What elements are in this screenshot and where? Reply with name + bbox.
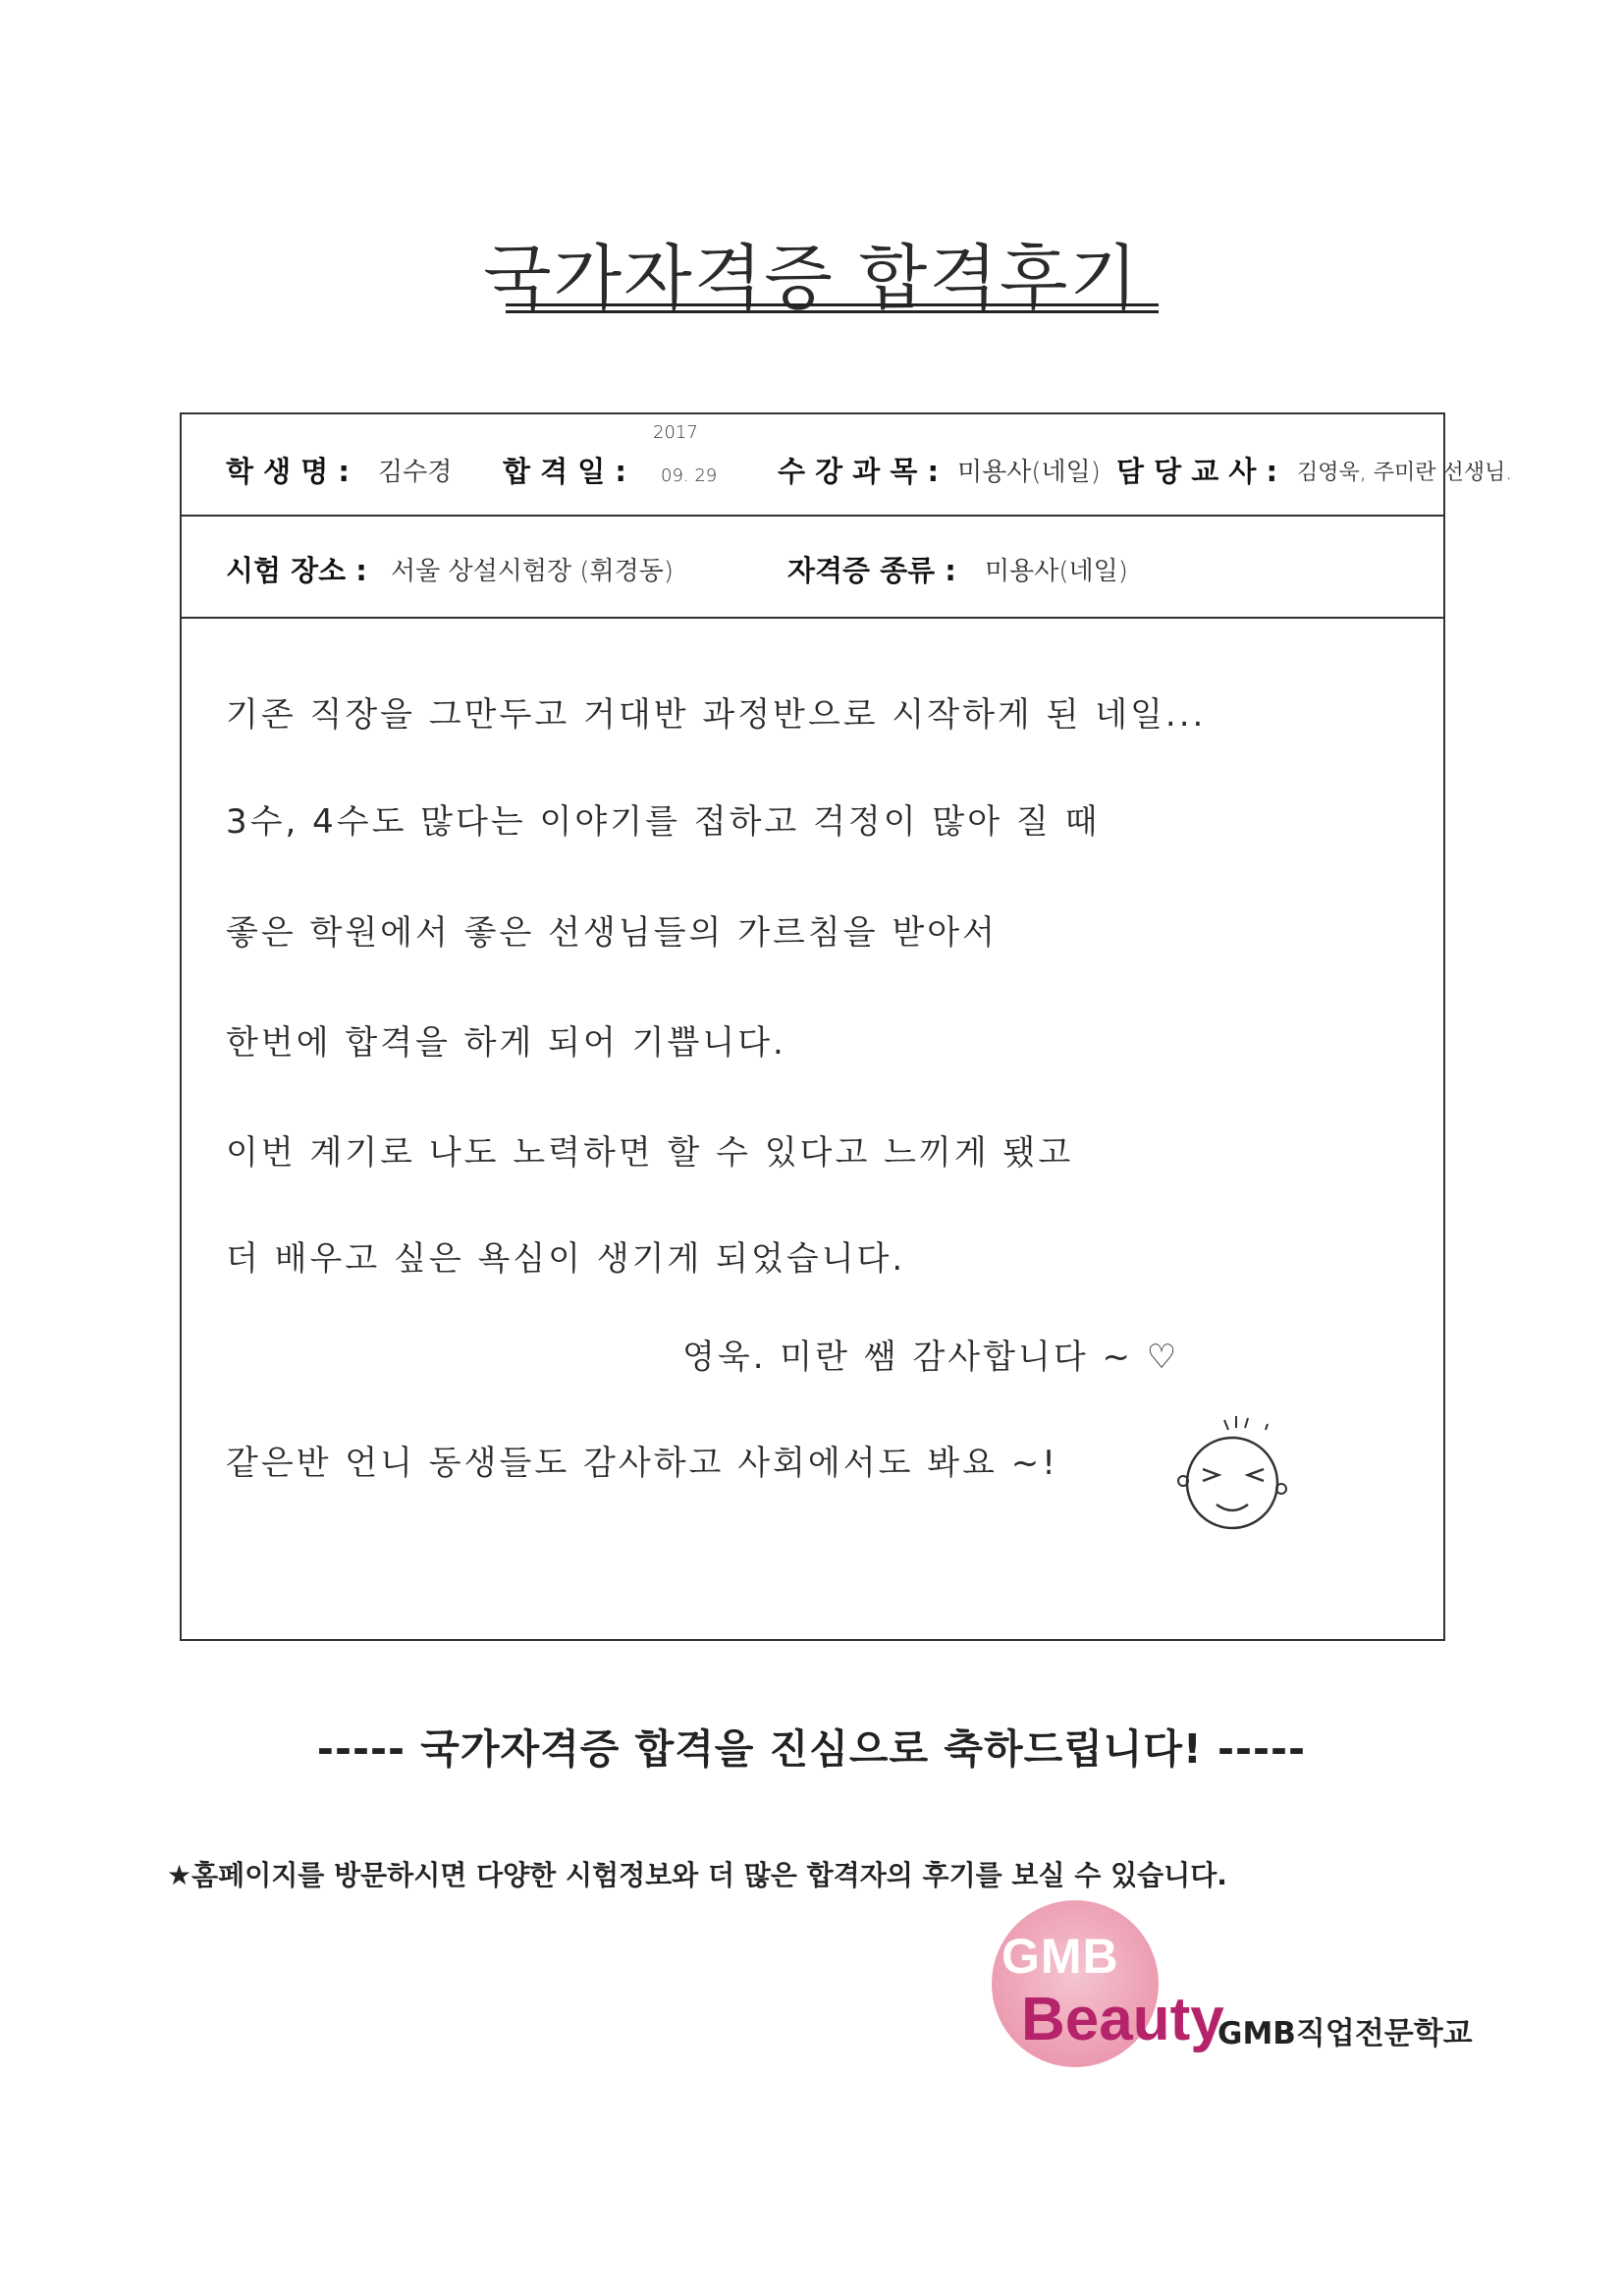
form-row-info xyxy=(182,414,1513,517)
cert-type-label: 자격증 종류 : xyxy=(787,554,956,587)
form-row-exam xyxy=(182,517,1443,619)
review-line: 3수, 4수도 많다는 이야기를 접하고 걱정이 많아 질 때 xyxy=(226,802,1101,842)
teacher-label: 담 당 교 사 : xyxy=(1116,455,1278,488)
course-label: 수 강 과 목 : xyxy=(778,455,940,488)
homepage-notice: ★홈페이지를 방문하시면 다양한 시험정보와 더 많은 합격자의 후기를 보실 수 있습니다. xyxy=(167,1859,1227,1891)
page-title: 국가자격증 합격후기 xyxy=(483,237,1140,319)
student-name-value: 김수경 xyxy=(378,458,453,487)
logo-gmb-text: GMB xyxy=(1001,1929,1119,1984)
school-logo xyxy=(992,1900,1502,2077)
student-name-label: 학 생 명 : xyxy=(226,455,350,488)
cert-type-value: 미용사(네일) xyxy=(985,557,1128,586)
logo-beauty-text: Beauty xyxy=(1021,1986,1224,2053)
congratulations-message: ----- 국가자격증 합격을 진심으로 축하드립니다! ----- xyxy=(316,1725,1307,1773)
venue-value: 서울 상설시험장 (휘경동) xyxy=(391,557,674,586)
review-line: 더 배우고 싶은 욕심이 생기게 되었습니다. xyxy=(226,1239,906,1279)
review-line: 기존 직장을 그만두고 거대반 과정반으로 시작하게 된 네일... xyxy=(226,695,1207,735)
course-value: 미용사(네일) xyxy=(957,458,1101,487)
title-underline-top xyxy=(506,303,1159,306)
review-form xyxy=(180,412,1513,1641)
review-line: 영욱. 미란 쌤 감사합니다 ~ ♡ xyxy=(682,1338,1180,1377)
title-underline-bottom xyxy=(506,310,1159,313)
review-line: 좋은 학원에서 좋은 선생님들의 가르침을 받아서 xyxy=(226,913,998,953)
review-line: 이번 계기로 나도 노력하면 할 수 있다고 느끼게 됐고 xyxy=(226,1133,1074,1173)
pass-year-value: 2017 xyxy=(653,422,698,443)
teacher-value: 김영욱, 주미란 선생님. xyxy=(1297,461,1513,485)
logo-school-name: GMB직업전문학교 xyxy=(1217,2016,1473,2051)
smiley-face-doodle xyxy=(1173,1406,1311,1544)
review-line: 한번에 합격을 하게 되어 기쁩니다. xyxy=(226,1023,786,1063)
review-line: 같은반 언니 동생들도 감사하고 사회에서도 봐요 ~! xyxy=(226,1444,1058,1483)
pass-date-value: 09. 29 xyxy=(661,465,718,486)
pass-date-label: 합 격 일 : xyxy=(503,455,626,488)
venue-label: 시험 장소 : xyxy=(226,554,367,587)
